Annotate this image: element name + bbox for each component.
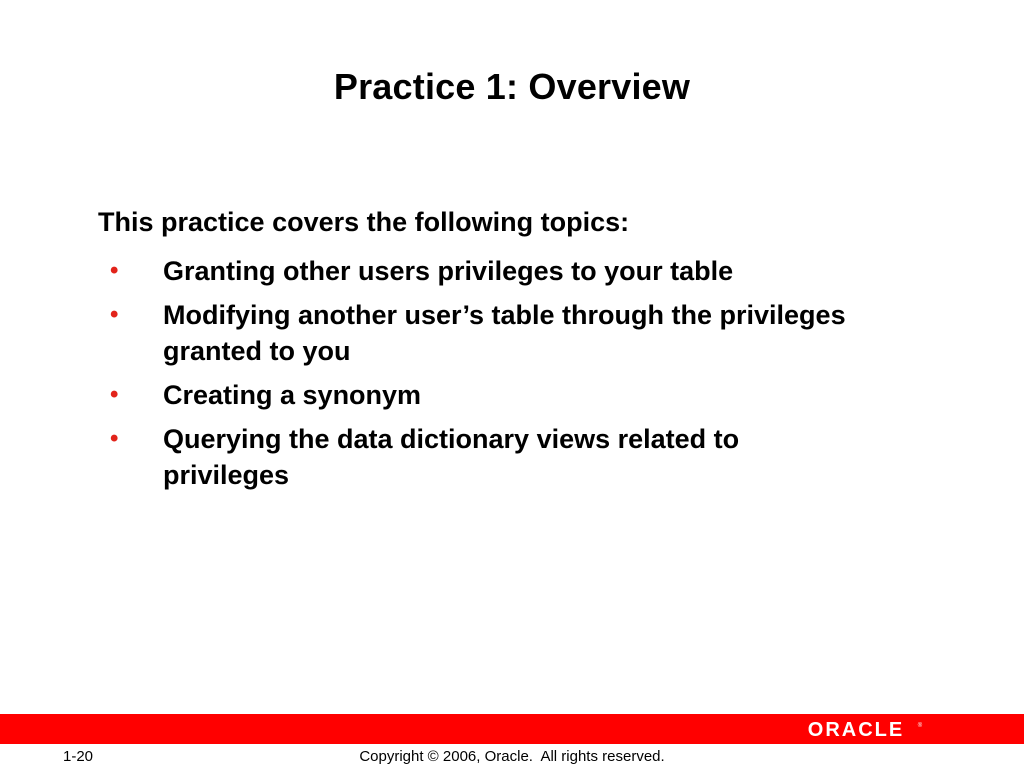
topic-text: Granting other users privileges to your table xyxy=(163,256,734,286)
bullet-icon: • xyxy=(110,425,119,452)
slide-title: Practice 1: Overview xyxy=(333,66,691,107)
bullet-icon: • xyxy=(110,301,119,328)
topic-item xyxy=(110,253,870,289)
bullet-icon: • xyxy=(110,257,119,284)
oracle-logo-text: ORACLE xyxy=(807,719,905,741)
oracle-logo-icon xyxy=(786,716,926,742)
topic-list xyxy=(110,253,870,501)
bullet-icon: • xyxy=(110,381,119,408)
topic-item xyxy=(110,297,870,369)
page-number: 1-20 xyxy=(63,748,94,765)
topic-text: Querying the data dictionary views related to privileges xyxy=(163,424,740,490)
topic-text: Modifying another user’s table through the privileges granted to you xyxy=(163,300,846,366)
svg-text:®: ® xyxy=(917,723,923,729)
topic-item xyxy=(110,421,870,493)
topic-item xyxy=(110,377,870,413)
topic-text: Creating a synonym xyxy=(163,380,422,410)
intro-text: This practice covers the following topics: xyxy=(98,207,630,237)
copyright-text: Copyright © 2006, Oracle. All rights reserved. xyxy=(359,748,665,765)
